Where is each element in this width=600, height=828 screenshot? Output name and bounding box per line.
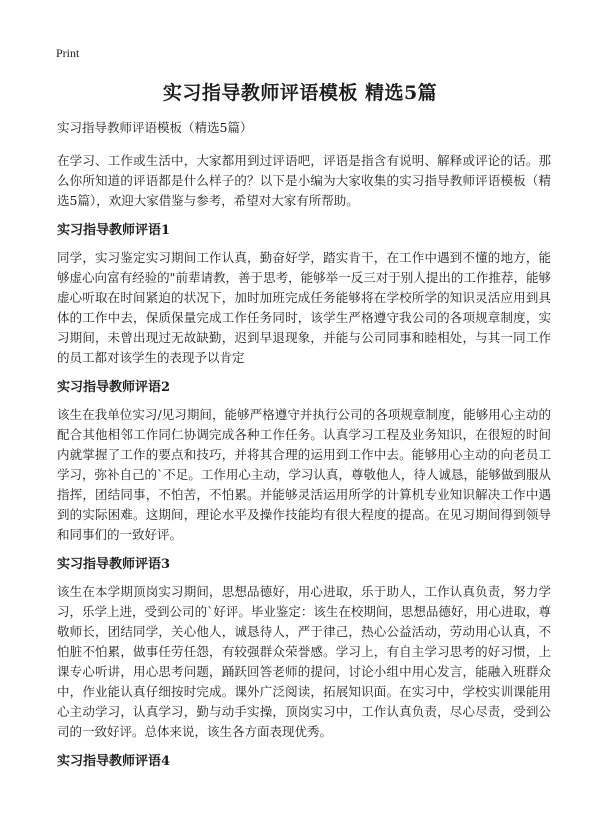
document-body bbox=[57, 118, 551, 779]
section-paragraph: 该生在本学期顶岗实习期间，思想品德好，用心进取，乐于助人，工作认真负责，努力学习，乐学上进，受到公司的`好评。毕业鉴定：该生在校期间，思想品德好，用心进取，尊敬师长，团结同学，关心他人，诚恳待人，严于律己，热心公益活动，劳动用心认真，不怕脏不怕累，做事任劳任怨，有较强群众荣誉感。学习上，有自主学习思考的好习惯，上课专心听讲，用心思考问题，踊跃回答老师的提问，讨论小组中用心发言，能融入班群众中，作业能认真仔细按时完成。课外广泛阅读，拓展知识面。在实习中，学校实训课能用心主动学习，认真学习，勤与动手实操，顶岗实习中，工作认真负责，尽心尽责，受到公司的一致好评。总体来说，该生各方面表现优秀。 bbox=[57, 584, 551, 739]
section-heading: 实习指导教师评语1 bbox=[57, 223, 171, 238]
section-heading: 实习指导教师评语2 bbox=[57, 380, 171, 395]
document-title: 实习指导教师评语模板 精选5篇 bbox=[162, 82, 438, 104]
document-subtitle: 实习指导教师评语模板（精选5篇） bbox=[57, 120, 253, 135]
section-heading: 实习指导教师评语4 bbox=[57, 754, 171, 769]
section-heading: 实习指导教师评语3 bbox=[57, 557, 171, 572]
print-link[interactable]: Print bbox=[56, 46, 80, 60]
section-paragraph: 同学，实习鉴定实习期间工作认真，勤奋好学，踏实肯干，在工作中遇到不懂的地方，能够虚心向富有经验的"前辈请教，善于思考，能够举一反三对于别人提出的工作推荐，能够虚心听取在时间紧迫的状况下，加时加班完成任务能够将在学校所学的知识灵活应用到具体的工作中去，保质保量完成工作任务同时，该学生严格遵守我公司的各项规章制度，实习期间，未曾出现过无故缺勤，迟到早退现象，并能与公司同事和睦相处，与其一同工作的员工都对该学生的表现予以肯定 bbox=[57, 250, 551, 365]
section-paragraph: 该生在我单位实习/见习期间，能够严格遵守并执行公司的各项规章制度，能够用心主动的配合其他相邻工作同仁协调完成各种工作任务。认真学习工程及业务知识，在很短的时间内就掌握了工作的要点和技巧，并将其合理的运用到工作中去。能够用心主动的向老员工学习，弥补自己的`不足。工作用心主动，学习认真，尊敬他人，待人诚恳，能够做到服从指挥，团结同事，不怕苦，不怕累。并能够灵活运用所学的计算机专业知识解决工作中遇到的实际困难。这期间，理论水平及操作技能均有很大程度的提高。在见习期间得到领导和同事们的一致好评。 bbox=[57, 407, 551, 542]
intro-paragraph: 在学习、工作或生活中，大家都用到过评语吧，评语是指含有说明、解释或评论的话。那么你所知道的评语都是什么样子的？以下是小编为大家收集的实习指导教师评语模板（精选5篇），欢迎大家借鉴与参考，希望对大家有所帮助。 bbox=[57, 153, 551, 208]
